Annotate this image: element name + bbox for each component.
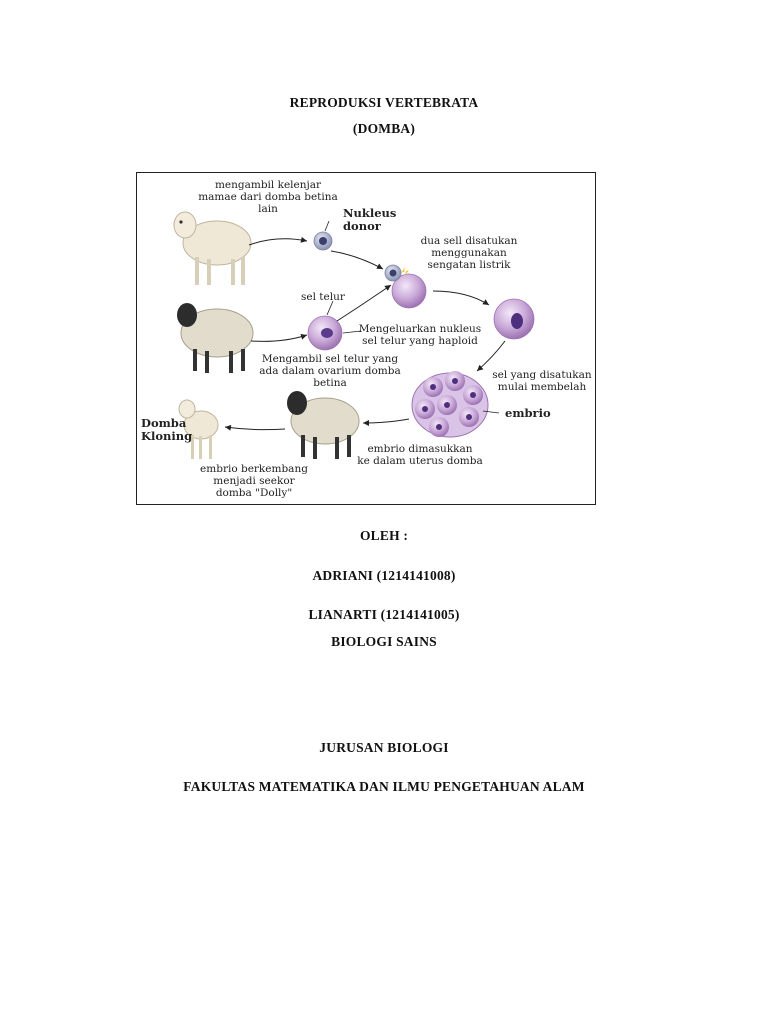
author-2: LIANARTI (1214141005) — [308, 607, 460, 622]
oleh-label: OLEH : — [359, 528, 409, 543]
pointer-sel-telur — [327, 301, 333, 315]
label-mengeluarkan-nukleus: Mengeluarkan nukleus sel telur yang haploid — [358, 323, 482, 347]
white-sheep-donor — [174, 212, 251, 285]
label-sel-disatukan: sel yang disatukan mulai membelah — [492, 369, 592, 393]
label-embrio: embrio — [505, 406, 551, 420]
black-faced-sheep-egg — [177, 303, 253, 373]
pointer-nukleus — [325, 221, 329, 231]
fused-cells — [385, 265, 426, 308]
title-line-1: REPRODUKSI VERTEBRATA — [289, 95, 479, 110]
label-sel-telur: sel telur — [301, 291, 345, 303]
arrow-fusion-to-cell — [433, 291, 489, 305]
label-nukleus-donor: Nukleus donor — [343, 206, 397, 233]
author-1: ADRIANI (1214141008) — [312, 568, 456, 583]
label-domba-kloning: Domba Kloning — [141, 416, 193, 443]
label-dua-sel: dua sell disatukan menggunakan sengatan listrik — [420, 235, 518, 271]
label-embrio-berkembang: embrio berkembang menjadi seekor domba "Dolly" — [200, 463, 308, 499]
embryo-cluster — [412, 371, 488, 437]
arrow-donor-to-fusion — [331, 251, 383, 269]
arrow-sheep-to-egg — [251, 335, 307, 341]
title-line-2: (DOMBA) — [352, 121, 416, 136]
arrow-embryo-to-surrogate — [363, 419, 409, 423]
faculty-name: FAKULTAS MATEMATIKA DAN ILMU PENGETAHUAN ALAM — [183, 779, 585, 794]
arrow-sheep-to-donor — [249, 239, 307, 245]
arrow-egg-to-fusion — [337, 285, 391, 321]
label-mengambil-sel-telur: Mengambil sel telur yang ada dalam ovarium domba betina — [259, 353, 401, 389]
label-embrio-dimasukkan: embrio dimasukkan ke dalam uterus domba — [357, 443, 483, 467]
program-name: BIOLOGI SAINS — [331, 634, 437, 649]
cloning-diagram — [136, 172, 596, 505]
department-name: JURUSAN BIOLOGI — [319, 740, 449, 755]
arrow-surrogate-to-dolly — [225, 427, 285, 430]
label-mengambil-kelenjar: mengambil kelenjar mamae dari domba betina lain — [198, 179, 338, 215]
